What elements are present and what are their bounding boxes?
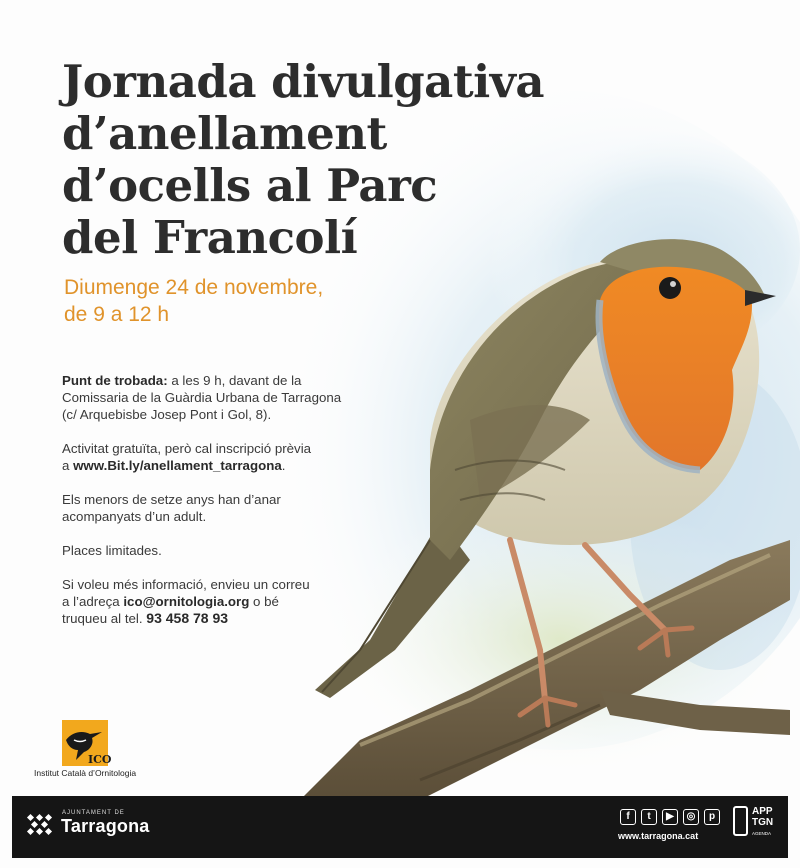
meeting-label: Punt de trobada: [62,373,168,388]
event-date [64,274,384,328]
facebook-icon[interactable]: f [620,809,636,825]
tarragona-logo-text: Tarragona [61,816,150,836]
minors-info: Els menors de setze anys han d’anar acompanyats d’un adult. [62,492,281,524]
ico-bird-logo-icon [62,720,112,766]
ico-caption: Institut Català d’Ornitologia [34,768,137,778]
event-info [62,372,392,644]
twitter-icon[interactable]: t [641,809,657,825]
meeting-point: Punt de trobada: a les 9 h, davant de la Comissaria de la Guàrdia Urbana de Tarragona (c/ Arquebisbe Josep Pont i Gol, 8). [62,373,342,422]
title-line: del Francolí [62,211,358,264]
limited-places: Places limitades. [62,543,162,558]
instagram-icon[interactable]: ◎ [683,809,699,825]
title-line: d’anellament [62,107,387,160]
tarragona-emblem-icon [26,809,54,837]
date-line: Diumenge 24 de novembre, [64,276,324,299]
footer-bar [12,796,788,858]
registration-link[interactable]: www.Bit.ly/anellament_tarragona [73,458,282,473]
svg-text:ICO: ICO [88,753,112,766]
pinterest-icon[interactable]: p [704,809,720,825]
app-tgn-label[interactable]: APP TGN AGENDA [752,806,774,836]
social-links [620,809,720,825]
youtube-icon[interactable]: ▶ [662,809,678,825]
event-title [62,56,582,264]
registration-info: Activitat gratuïta, però cal inscripció prèvia a www.Bit.ly/anellament_tarragona. [62,441,312,473]
contact-info: Si voleu més informació, envieu un correu a l’adreça ico@ornitologia.org o bé truqueu al tel. 93 458 78 93 [62,577,310,626]
ajuntament-label: AJUNTAMENT DE [62,810,125,816]
ico-logo [34,718,154,780]
date-line: de 9 a 12 h [64,303,170,326]
website-link[interactable]: www.tarragona.cat [618,831,699,841]
title-line: Jornada divulgativa [62,55,545,108]
title-line: d’ocells al Parc [62,159,438,212]
contact-email[interactable]: ico@ornitologia.org [123,594,250,609]
contact-phone[interactable]: 93 458 78 93 [146,610,229,626]
smartphone-icon [733,806,748,836]
